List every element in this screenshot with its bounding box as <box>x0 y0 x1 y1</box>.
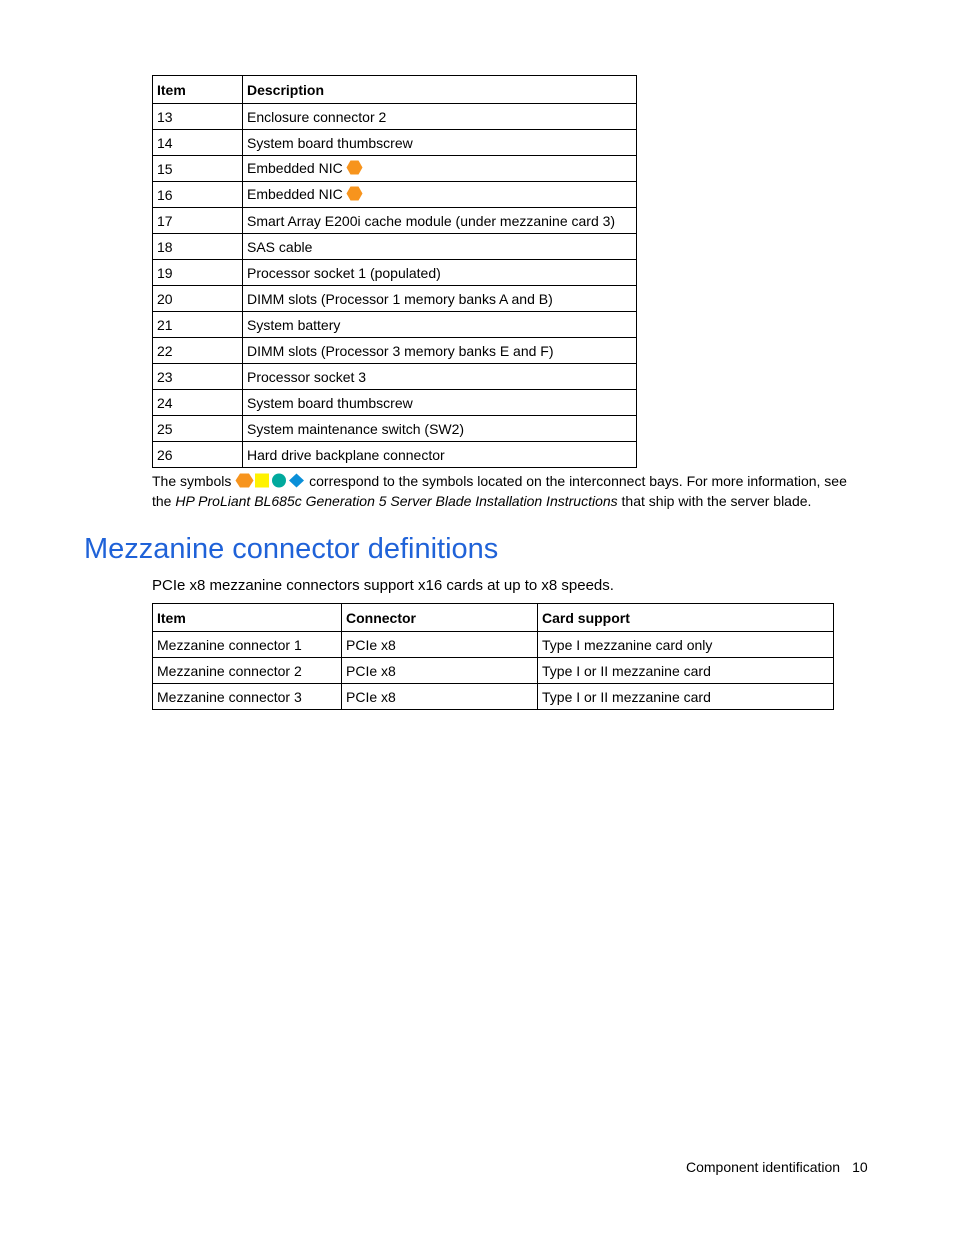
item-cell: Mezzanine connector 2 <box>153 658 342 684</box>
description-cell: System board thumbscrew <box>243 390 637 416</box>
connector-cell: PCIe x8 <box>342 684 538 710</box>
description-cell: Processor socket 3 <box>243 364 637 390</box>
item-cell: 18 <box>153 234 243 260</box>
card-support-cell: Type I mezzanine card only <box>538 632 834 658</box>
doc-title-link: HP ProLiant BL685c Generation 5 Server Blade Installation Instructions <box>175 493 618 509</box>
item-cell: Mezzanine connector 3 <box>153 684 342 710</box>
description-cell: System battery <box>243 312 637 338</box>
table-row <box>153 104 637 130</box>
orange-hexagon-icon <box>235 473 254 492</box>
column-header-connector: Connector <box>342 604 538 632</box>
description-cell: SAS cable <box>243 234 637 260</box>
description-cell: System maintenance switch (SW2) <box>243 416 637 442</box>
item-cell: 22 <box>153 338 243 364</box>
card-support-cell: Type I or II mezzanine card <box>538 658 834 684</box>
item-cell: 21 <box>153 312 243 338</box>
table-row <box>153 364 637 390</box>
column-header-item: Item <box>153 604 342 632</box>
description-text: Embedded NIC <box>247 159 343 176</box>
symbol-note <box>152 472 862 510</box>
table-row <box>153 442 637 468</box>
table-row <box>153 260 637 286</box>
table-row <box>153 130 637 156</box>
description-cell: DIMM slots (Processor 1 memory banks A and B) <box>243 286 637 312</box>
connector-cell: PCIe x8 <box>342 632 538 658</box>
orange-hexagon-icon <box>346 160 363 178</box>
table-row <box>153 286 637 312</box>
table-header-row <box>153 604 834 632</box>
orange-hexagon-icon <box>346 186 363 204</box>
item-cell: 25 <box>153 416 243 442</box>
table-row <box>153 658 834 684</box>
item-cell: 15 <box>153 156 243 182</box>
item-cell: 24 <box>153 390 243 416</box>
description-cell <box>243 182 637 208</box>
table-row <box>153 390 637 416</box>
page-footer <box>686 1158 868 1176</box>
item-cell: 23 <box>153 364 243 390</box>
table-row <box>153 684 834 710</box>
components-table <box>152 75 637 468</box>
table-row <box>153 632 834 658</box>
description-cell <box>243 156 637 182</box>
table-row <box>153 234 637 260</box>
footer-section-name: Component identification <box>686 1159 841 1175</box>
item-cell: Mezzanine connector 1 <box>153 632 342 658</box>
item-cell: 16 <box>153 182 243 208</box>
yellow-square-icon <box>254 473 270 492</box>
column-header-item: Item <box>153 76 243 104</box>
item-cell: 20 <box>153 286 243 312</box>
table-row <box>153 338 637 364</box>
description-cell: Enclosure connector 2 <box>243 104 637 130</box>
description-text: Embedded NIC <box>247 185 343 202</box>
section-heading: Mezzanine connector definitions <box>84 533 499 565</box>
section-intro: PCIe x8 mezzanine connectors support x16 cards at up to x8 speeds. <box>152 577 614 594</box>
note-text-end: that ship with the server blade. <box>621 493 812 509</box>
item-cell: 26 <box>153 442 243 468</box>
mezzanine-table <box>152 603 834 710</box>
description-cell: DIMM slots (Processor 3 memory banks E and F) <box>243 338 637 364</box>
blue-diamond-icon <box>288 473 305 492</box>
table-row <box>153 182 637 208</box>
item-cell: 14 <box>153 130 243 156</box>
column-header-card-support: Card support <box>538 604 834 632</box>
note-text-before: The symbols <box>152 473 232 489</box>
item-cell: 13 <box>153 104 243 130</box>
table-row <box>153 156 637 182</box>
card-support-cell: Type I or II mezzanine card <box>538 684 834 710</box>
table-row <box>153 312 637 338</box>
item-cell: 17 <box>153 208 243 234</box>
page-number: 10 <box>852 1159 868 1175</box>
table-row <box>153 208 637 234</box>
description-cell: Processor socket 1 (populated) <box>243 260 637 286</box>
column-header-description: Description <box>243 76 637 104</box>
table-row <box>153 416 637 442</box>
item-cell: 19 <box>153 260 243 286</box>
table-header-row <box>153 76 637 104</box>
description-cell: Hard drive backplane connector <box>243 442 637 468</box>
note-text-after: correspond to the symbols located on the interconnect bays. For more information, see the <box>152 473 847 509</box>
connector-cell: PCIe x8 <box>342 658 538 684</box>
description-cell: System board thumbscrew <box>243 130 637 156</box>
description-cell: Smart Array E200i cache module (under mezzanine card 3) <box>243 208 637 234</box>
teal-circle-icon <box>270 473 288 492</box>
